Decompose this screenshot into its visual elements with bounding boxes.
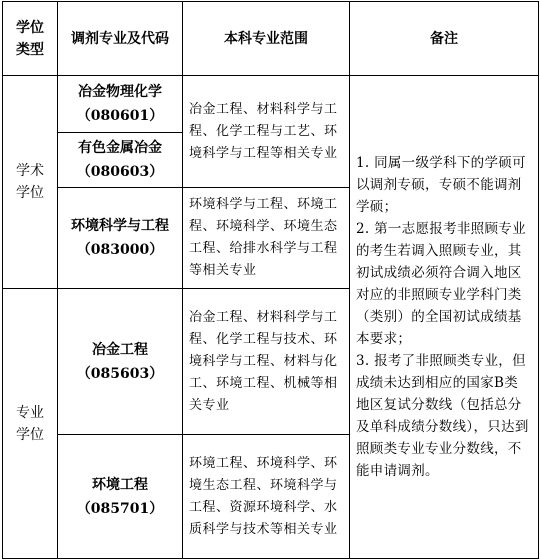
header-scope: 本科专业范围 [183, 2, 350, 76]
major-cell [58, 289, 183, 435]
major-name: 冶金物理化学 [78, 84, 162, 100]
major-cell [58, 133, 183, 188]
header-remark: 备注 [350, 2, 539, 76]
major-name: 冶金工程 [92, 341, 148, 358]
remark-item: 1. 同属一级学科下的学硕可以调剂专硕，专硕不能调剂学硕； [356, 155, 526, 215]
degree-type-professional: 专业 学位 [3, 289, 58, 559]
major-code: （080603） [76, 164, 164, 180]
major-code: （085701） [76, 500, 164, 517]
header-degree-type: 学位 类型 [3, 2, 58, 76]
header-row [3, 2, 539, 76]
scope-cell: 环境科学与工程、环境工程、环境科学、环境生态工程、给排水科学与工程等相关专业 [183, 188, 350, 289]
remarks-cell [350, 76, 539, 559]
remark-item: 3. 报考了非照顾类专业，但成绩未达到相应的国家B类地区复试分数线（包括总分及单科成绩分数线），只达到照顾类专业专业分数线，不能申请调剂。 [356, 353, 529, 479]
scope-cell: 冶金工程、材料科学与工程、化学工程与技术、环境科学与工程、材料与化工、环境工程、机械等相关专业 [183, 289, 350, 435]
major-code: （080601） [76, 108, 164, 124]
major-name: 环境科学与工程 [71, 218, 169, 234]
scope-cell: 环境工程、环境科学、环境生态工程、环境科学与工程、资源环境科学、水质科学与技术等相关专业 [183, 435, 350, 559]
header-major-code: 调剂专业及代码 [58, 2, 183, 76]
major-cell [58, 76, 183, 133]
degree-type-academic: 学术 学位 [3, 76, 58, 289]
table-row [3, 76, 539, 133]
scope-cell: 冶金工程、材料科学与工程、化学工程与工艺、环境科学与工程等相关专业 [183, 76, 350, 188]
major-cell [58, 435, 183, 559]
adjustment-table [2, 1, 539, 559]
remark-item: 2. 第一志愿报考非照顾专业的考生若调入照顾专业，其初试成绩必须符合调入地区对应的非照顾专业学科门类（类别）的全国初试成绩基本要求； [356, 221, 526, 347]
major-code: （083000） [76, 242, 164, 258]
major-name: 环境工程 [92, 476, 148, 493]
major-cell [58, 188, 183, 289]
major-code: （085603） [76, 365, 164, 382]
major-name: 有色金属冶金 [78, 140, 162, 156]
